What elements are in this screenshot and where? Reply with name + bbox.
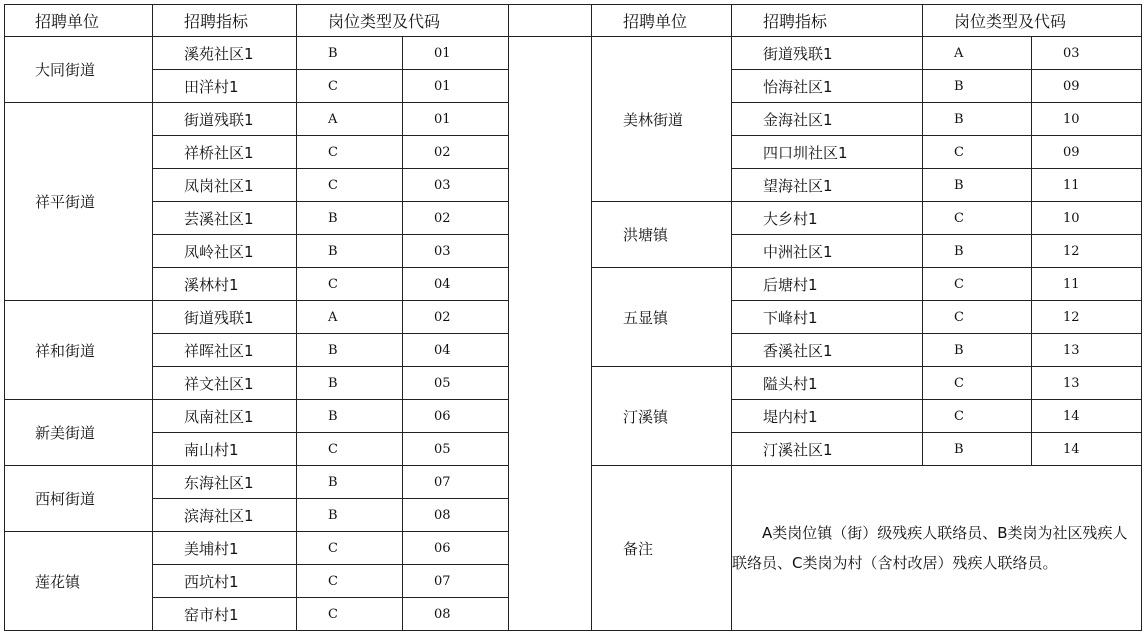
table-cell-code: 11 bbox=[1032, 268, 1142, 301]
table-cell-type: C bbox=[297, 565, 403, 598]
table-cell-place: 溪林村1 bbox=[153, 268, 297, 301]
table-cell-place: 田洋村1 bbox=[153, 70, 297, 103]
table-cell-place: 南山村1 bbox=[153, 433, 297, 466]
note-label: 备注 bbox=[592, 466, 732, 631]
table-cell-code: 12 bbox=[1032, 235, 1142, 268]
table-cell-code: 07 bbox=[403, 565, 509, 598]
table-cell-code: 07 bbox=[403, 466, 509, 499]
table-cell-code: 01 bbox=[403, 103, 509, 136]
table-cell-place: 祥晖社区1 bbox=[153, 334, 297, 367]
table-cell-type: C bbox=[297, 532, 403, 565]
table-cell-code: 02 bbox=[403, 202, 509, 235]
table-cell-code: 14 bbox=[1032, 433, 1142, 466]
recruitment-table bbox=[4, 4, 1142, 631]
table-cell-type: B bbox=[923, 169, 1032, 202]
table-cell-place: 芸溪社区1 bbox=[153, 202, 297, 235]
table-cell-type: B bbox=[297, 367, 403, 400]
table-cell-code: 04 bbox=[403, 334, 509, 367]
note-text: A类岗位镇（街）级残疾人联络员、B类岗为社区残疾人联络员、C类岗为村（含村改居）残疾人联络员。 bbox=[732, 466, 1142, 631]
right-header-unit: 招聘单位 bbox=[592, 4, 732, 37]
table-cell-place: 凤岗社区1 bbox=[153, 169, 297, 202]
table-cell-unit: 美林街道 bbox=[592, 37, 732, 202]
left-header-index: 招聘指标 bbox=[153, 4, 297, 37]
left-header-unit: 招聘单位 bbox=[4, 4, 153, 37]
table-cell-code: 08 bbox=[403, 499, 509, 532]
table-cell-code: 12 bbox=[1032, 301, 1142, 334]
table-cell-code: 04 bbox=[403, 268, 509, 301]
table-cell-code: 08 bbox=[403, 598, 509, 631]
table-cell-unit: 新美街道 bbox=[4, 400, 153, 466]
table-cell-place: 西坑村1 bbox=[153, 565, 297, 598]
table-cell-type: A bbox=[923, 37, 1032, 70]
table-cell-code: 13 bbox=[1032, 367, 1142, 400]
table-cell-place: 下峰村1 bbox=[732, 301, 923, 334]
table-cell-type: C bbox=[297, 136, 403, 169]
right-header-type: 岗位类型及代码 bbox=[923, 4, 1142, 37]
table-cell-code: 06 bbox=[403, 400, 509, 433]
table-cell-code: 10 bbox=[1032, 202, 1142, 235]
table-cell-code: 03 bbox=[403, 235, 509, 268]
table-cell-place: 隘头村1 bbox=[732, 367, 923, 400]
table-cell-type: A bbox=[297, 301, 403, 334]
table-cell-place: 汀溪社区1 bbox=[732, 433, 923, 466]
table-cell-code: 03 bbox=[1032, 37, 1142, 70]
table-cell-place: 中洲社区1 bbox=[732, 235, 923, 268]
left-header-type: 岗位类型及代码 bbox=[297, 4, 509, 37]
table-cell-code: 02 bbox=[403, 136, 509, 169]
table-cell-type: B bbox=[297, 466, 403, 499]
table-cell-code: 06 bbox=[403, 532, 509, 565]
table-cell-type: B bbox=[297, 334, 403, 367]
table-cell-type: C bbox=[297, 598, 403, 631]
table-cell-type: B bbox=[297, 499, 403, 532]
table-cell-place: 窑市村1 bbox=[153, 598, 297, 631]
table-cell-type: A bbox=[297, 103, 403, 136]
table-cell-type: C bbox=[297, 433, 403, 466]
table-cell-code: 05 bbox=[403, 433, 509, 466]
table-cell-type: C bbox=[297, 268, 403, 301]
table-cell-type: B bbox=[923, 235, 1032, 268]
table-cell-unit: 莲花镇 bbox=[4, 532, 153, 631]
table-cell-place: 怡海社区1 bbox=[732, 70, 923, 103]
table-cell-place: 四口圳社区1 bbox=[732, 136, 923, 169]
table-cell-type: C bbox=[297, 169, 403, 202]
gap-column bbox=[509, 37, 592, 631]
table-cell-code: 10 bbox=[1032, 103, 1142, 136]
table-cell-code: 09 bbox=[1032, 70, 1142, 103]
table-cell-type: C bbox=[923, 301, 1032, 334]
table-cell-code: 09 bbox=[1032, 136, 1142, 169]
table-cell-place: 望海社区1 bbox=[732, 169, 923, 202]
table-cell-code: 05 bbox=[403, 367, 509, 400]
table-cell-unit: 大同街道 bbox=[4, 37, 153, 103]
table-cell-type: B bbox=[923, 433, 1032, 466]
table-cell-code: 11 bbox=[1032, 169, 1142, 202]
table-cell-place: 美埔村1 bbox=[153, 532, 297, 565]
table-cell-code: 13 bbox=[1032, 334, 1142, 367]
table-cell-type: B bbox=[923, 103, 1032, 136]
table-cell-code: 01 bbox=[403, 70, 509, 103]
table-cell-place: 街道残联1 bbox=[153, 301, 297, 334]
table-cell-type: B bbox=[297, 202, 403, 235]
table-cell-unit: 祥平街道 bbox=[4, 103, 153, 301]
table-cell-code: 01 bbox=[403, 37, 509, 70]
table-cell-place: 祥桥社区1 bbox=[153, 136, 297, 169]
table-cell-type: C bbox=[297, 70, 403, 103]
table-cell-place: 东海社区1 bbox=[153, 466, 297, 499]
table-cell-place: 街道残联1 bbox=[153, 103, 297, 136]
table-cell-unit: 五显镇 bbox=[592, 268, 732, 367]
gap-header bbox=[509, 4, 592, 37]
table-cell-unit: 汀溪镇 bbox=[592, 367, 732, 466]
table-cell-type: B bbox=[297, 400, 403, 433]
table-cell-place: 香溪社区1 bbox=[732, 334, 923, 367]
table-cell-type: B bbox=[923, 334, 1032, 367]
table-cell-unit: 西柯街道 bbox=[4, 466, 153, 532]
table-cell-place: 街道残联1 bbox=[732, 37, 923, 70]
table-cell-type: C bbox=[923, 136, 1032, 169]
table-cell-code: 03 bbox=[403, 169, 509, 202]
table-cell-type: B bbox=[297, 235, 403, 268]
table-cell-code: 02 bbox=[403, 301, 509, 334]
table-cell-type: B bbox=[297, 37, 403, 70]
table-cell-type: C bbox=[923, 400, 1032, 433]
table-cell-place: 溪苑社区1 bbox=[153, 37, 297, 70]
table-cell-place: 大乡村1 bbox=[732, 202, 923, 235]
table-cell-unit: 洪塘镇 bbox=[592, 202, 732, 268]
table-cell-type: C bbox=[923, 367, 1032, 400]
table-cell-type: C bbox=[923, 268, 1032, 301]
table-cell-place: 凤岭社区1 bbox=[153, 235, 297, 268]
table-cell-place: 祥文社区1 bbox=[153, 367, 297, 400]
table-cell-place: 滨海社区1 bbox=[153, 499, 297, 532]
table-cell-place: 堤内村1 bbox=[732, 400, 923, 433]
table-cell-unit: 祥和街道 bbox=[4, 301, 153, 400]
table-cell-type: C bbox=[923, 202, 1032, 235]
table-cell-place: 后塘村1 bbox=[732, 268, 923, 301]
right-header-index: 招聘指标 bbox=[732, 4, 923, 37]
table-cell-place: 凤南社区1 bbox=[153, 400, 297, 433]
table-cell-type: B bbox=[923, 70, 1032, 103]
table-cell-code: 14 bbox=[1032, 400, 1142, 433]
table-cell-place: 金海社区1 bbox=[732, 103, 923, 136]
